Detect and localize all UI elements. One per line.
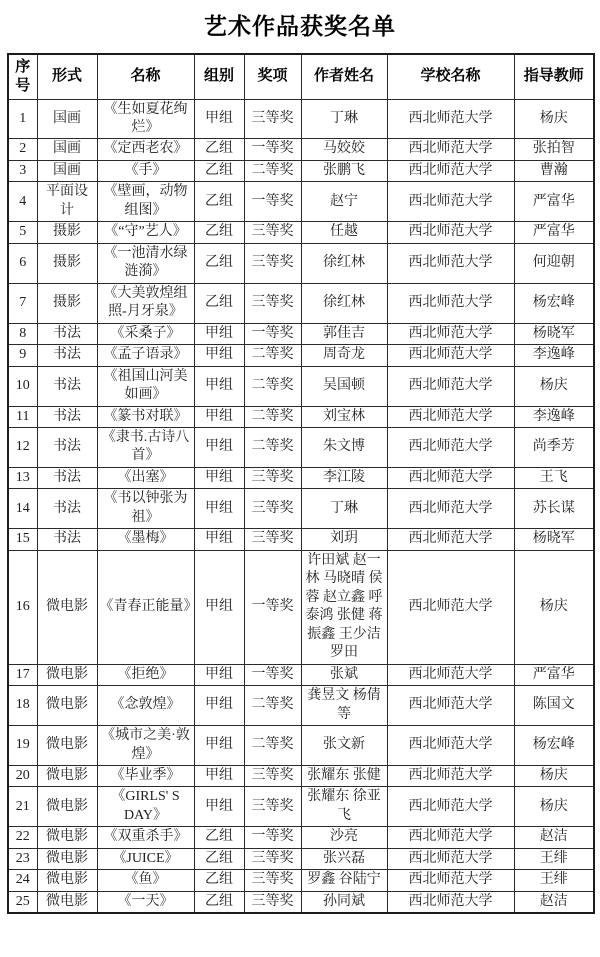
table-cell: 赵洁 [514,827,594,848]
table-cell: 西北师范大学 [387,686,514,726]
table-cell: 微电影 [37,827,97,848]
table-cell: 徐红林 [301,283,387,323]
table-row [8,726,594,766]
table-cell: 微电影 [37,765,97,786]
table-cell: 摄影 [37,222,97,243]
table-cell: 《定西老农》 [97,139,194,160]
table-cell: 尚季芳 [514,428,594,468]
table-cell: 孙同斌 [301,891,387,913]
table-cell: 赵宁 [301,182,387,222]
table-cell: 微电影 [37,848,97,869]
table-cell: 朱文博 [301,428,387,468]
table-cell: 乙组 [194,827,244,848]
table-cell: 24 [8,870,37,891]
table-cell: 甲组 [194,550,244,664]
table-cell: 杨庆 [514,99,594,139]
table-cell: 西北师范大学 [387,345,514,366]
table-cell: 微电影 [37,870,97,891]
table-cell: 《出塞》 [97,467,194,488]
table-cell: 11 [8,406,37,427]
table-cell: 甲组 [194,323,244,344]
table-cell: 《双重杀手》 [97,827,194,848]
table-cell: 曹瀚 [514,160,594,181]
table-cell: 《孟子语录》 [97,345,194,366]
table-cell: 陈国文 [514,686,594,726]
table-cell: 乙组 [194,182,244,222]
table-cell: 杨庆 [514,366,594,406]
table-row [8,489,594,529]
table-cell: 《大美敦煌组照-月牙泉》 [97,283,194,323]
table-cell: 微电影 [37,726,97,766]
table-cell: 书法 [37,529,97,550]
column-header: 作者姓名 [301,54,387,99]
table-row [8,787,594,827]
table-cell: 杨庆 [514,765,594,786]
table-cell: 微电影 [37,664,97,685]
table-cell: 乙组 [194,139,244,160]
table-cell: 乙组 [194,891,244,913]
column-header: 名称 [97,54,194,99]
table-cell: 龚昱文 杨倩等 [301,686,387,726]
table-cell: 三等奖 [244,848,301,869]
table-cell: 刘玥 [301,529,387,550]
table-cell: 西北师范大学 [387,529,514,550]
table-cell: 《城市之美·敦煌》 [97,726,194,766]
table-row [8,664,594,685]
table-cell: 西北师范大学 [387,160,514,181]
table-cell: 17 [8,664,37,685]
column-header: 学校名称 [387,54,514,99]
table-row [8,182,594,222]
table-cell: 甲组 [194,664,244,685]
table-cell: 丁琳 [301,489,387,529]
table-cell: 4 [8,182,37,222]
table-cell: 3 [8,160,37,181]
table-cell: 《隶书.古诗八首》 [97,428,194,468]
table-cell: 甲组 [194,787,244,827]
table-cell: 许田斌 赵一林 马晓晴 侯蓉 赵立鑫 呼泰鸿 张健 蒋振鑫 王少洁 罗田 [301,550,387,664]
table-cell: 《GIRLS' S DAY》 [97,787,194,827]
table-cell: 李逸峰 [514,345,594,366]
table-cell: 严富华 [514,664,594,685]
table-cell: 甲组 [194,345,244,366]
table-cell: 严富华 [514,222,594,243]
table-cell: 西北师范大学 [387,726,514,766]
table-cell: 乙组 [194,222,244,243]
table-cell: 书法 [37,366,97,406]
table-row [8,428,594,468]
table-cell: 西北师范大学 [387,366,514,406]
table-row [8,366,594,406]
table-cell: 丁琳 [301,99,387,139]
table-row [8,345,594,366]
table-cell: 徐红林 [301,243,387,283]
table-cell: 一等奖 [244,664,301,685]
table-cell: 苏长谋 [514,489,594,529]
table-cell: 25 [8,891,37,913]
awards-table [7,53,595,914]
table-cell: 一等奖 [244,139,301,160]
table-cell: 6 [8,243,37,283]
table-cell: 甲组 [194,765,244,786]
table-cell: 三等奖 [244,489,301,529]
table-cell: 郭佳吉 [301,323,387,344]
table-row [8,283,594,323]
table-cell: 张耀东 张健 [301,765,387,786]
column-header: 组别 [194,54,244,99]
table-cell: 甲组 [194,529,244,550]
table-cell: 乙组 [194,243,244,283]
table-cell: 国画 [37,160,97,181]
table-cell: 《书以钟张为祖》 [97,489,194,529]
table-row [8,160,594,181]
table-cell: 摄影 [37,243,97,283]
table-cell: 马姣姣 [301,139,387,160]
table-cell: 《青春正能量》 [97,550,194,664]
table-cell: 22 [8,827,37,848]
table-row [8,686,594,726]
table-row [8,765,594,786]
table-cell: 15 [8,529,37,550]
column-header: 序号 [8,54,37,99]
table-cell: 西北师范大学 [387,406,514,427]
table-cell: 甲组 [194,686,244,726]
table-cell: 一等奖 [244,550,301,664]
table-cell: 甲组 [194,428,244,468]
table-cell: 一等奖 [244,182,301,222]
column-header: 形式 [37,54,97,99]
table-cell: 《JUICE》 [97,848,194,869]
table-cell: 杨晓军 [514,529,594,550]
table-cell: 二等奖 [244,406,301,427]
table-cell: 何迎朝 [514,243,594,283]
table-cell: 西北师范大学 [387,243,514,283]
table-cell: 《采桑子》 [97,323,194,344]
table-cell: 《篆书对联》 [97,406,194,427]
table-cell: 《念敦煌》 [97,686,194,726]
table-cell: 西北师范大学 [387,323,514,344]
table-cell: 国画 [37,139,97,160]
table-cell: 杨宏峰 [514,283,594,323]
table-cell: 西北师范大学 [387,787,514,827]
table-row [8,243,594,283]
table-cell: 乙组 [194,283,244,323]
table-cell: 西北师范大学 [387,489,514,529]
table-row [8,891,594,913]
table-cell: 《鱼》 [97,870,194,891]
table-cell: 乙组 [194,160,244,181]
table-cell: 7 [8,283,37,323]
table-cell: 张斌 [301,664,387,685]
table-cell: 杨庆 [514,787,594,827]
table-cell: 书法 [37,489,97,529]
table-cell: 《祖国山河美如画》 [97,366,194,406]
table-cell: 李江陵 [301,467,387,488]
table-cell: 书法 [37,323,97,344]
table-cell: 二等奖 [244,726,301,766]
table-row [8,323,594,344]
table-cell: 西北师范大学 [387,848,514,869]
table-cell: 三等奖 [244,765,301,786]
table-cell: 13 [8,467,37,488]
column-header: 奖项 [244,54,301,99]
table-cell: 赵洁 [514,891,594,913]
table-cell: 西北师范大学 [387,891,514,913]
table-cell: 《一池清水绿涟漪》 [97,243,194,283]
table-cell: 《“守”艺人》 [97,222,194,243]
table-cell: 国画 [37,99,97,139]
table-cell: 三等奖 [244,467,301,488]
table-cell: 《一天》 [97,891,194,913]
table-cell: 二等奖 [244,686,301,726]
table-cell: 甲组 [194,726,244,766]
table-cell: 吴国顿 [301,366,387,406]
table-cell: 西北师范大学 [387,550,514,664]
table-cell: 周奇龙 [301,345,387,366]
table-cell: 书法 [37,345,97,366]
table-cell: 二等奖 [244,428,301,468]
table-row [8,529,594,550]
table-cell: 19 [8,726,37,766]
table-cell: 杨宏峰 [514,726,594,766]
table-cell: 王绯 [514,848,594,869]
table-row [8,827,594,848]
table-cell: 甲组 [194,366,244,406]
table-cell: 2 [8,139,37,160]
table-cell: 西北师范大学 [387,467,514,488]
table-cell: 西北师范大学 [387,99,514,139]
table-cell: 乙组 [194,848,244,869]
table-cell: 任越 [301,222,387,243]
table-cell: 12 [8,428,37,468]
table-cell: 张兴磊 [301,848,387,869]
table-cell: 16 [8,550,37,664]
table-cell: 刘宝林 [301,406,387,427]
table-cell: 18 [8,686,37,726]
table-cell: 西北师范大学 [387,182,514,222]
awards-table-body [8,99,594,913]
table-cell: 5 [8,222,37,243]
table-cell: 8 [8,323,37,344]
table-cell: 《毕业季》 [97,765,194,786]
table-cell: 沙亮 [301,827,387,848]
table-cell: 三等奖 [244,891,301,913]
table-cell: 西北师范大学 [387,827,514,848]
table-cell: 书法 [37,428,97,468]
table-cell: 甲组 [194,467,244,488]
table-cell: 一等奖 [244,827,301,848]
table-cell: 二等奖 [244,366,301,406]
table-cell: 23 [8,848,37,869]
table-cell: 微电影 [37,550,97,664]
table-cell: 西北师范大学 [387,765,514,786]
table-cell: 张文新 [301,726,387,766]
table-row [8,139,594,160]
table-row [8,870,594,891]
table-cell: 西北师范大学 [387,870,514,891]
table-cell: 14 [8,489,37,529]
table-cell: 三等奖 [244,870,301,891]
table-cell: 《生如夏花绚烂》 [97,99,194,139]
table-cell: 三等奖 [244,283,301,323]
header-row [8,54,594,99]
table-cell: 摄影 [37,283,97,323]
table-row [8,550,594,664]
table-cell: 20 [8,765,37,786]
table-cell: 杨晓军 [514,323,594,344]
table-cell: 三等奖 [244,222,301,243]
table-cell: 微电影 [37,891,97,913]
table-cell: 西北师范大学 [387,428,514,468]
table-cell: 《墨梅》 [97,529,194,550]
table-cell: 《壁画，动物组图》 [97,182,194,222]
table-cell: 乙组 [194,870,244,891]
table-cell: 甲组 [194,489,244,529]
table-cell: 杨庆 [514,550,594,664]
table-cell: 10 [8,366,37,406]
table-cell: 二等奖 [244,345,301,366]
table-cell: 张耀东 徐亚飞 [301,787,387,827]
table-cell: 李逸峰 [514,406,594,427]
table-cell: 微电影 [37,686,97,726]
table-cell: 微电影 [37,787,97,827]
table-row [8,848,594,869]
table-row [8,222,594,243]
table-cell: 三等奖 [244,99,301,139]
table-cell: 西北师范大学 [387,139,514,160]
table-cell: 1 [8,99,37,139]
table-cell: 西北师范大学 [387,222,514,243]
page-title: 艺术作品获奖名单 [204,13,396,39]
table-cell: 王飞 [514,467,594,488]
table-cell: 一等奖 [244,323,301,344]
column-header: 指导教师 [514,54,594,99]
table-cell: 书法 [37,467,97,488]
table-cell: 三等奖 [244,529,301,550]
table-cell: 三等奖 [244,787,301,827]
table-cell: 张鹏飞 [301,160,387,181]
table-cell: 《手》 [97,160,194,181]
table-cell: 书法 [37,406,97,427]
table-row [8,406,594,427]
table-cell: 王绯 [514,870,594,891]
table-cell: 西北师范大学 [387,664,514,685]
table-cell: 严富华 [514,182,594,222]
table-cell: 21 [8,787,37,827]
table-cell: 二等奖 [244,160,301,181]
table-row [8,467,594,488]
table-cell: 西北师范大学 [387,283,514,323]
table-cell: 平面设计 [37,182,97,222]
table-cell: 《拒绝》 [97,664,194,685]
table-cell: 三等奖 [244,243,301,283]
table-cell: 9 [8,345,37,366]
table-cell: 甲组 [194,406,244,427]
table-cell: 罗鑫 谷陆宁 [301,870,387,891]
table-cell: 张拍智 [514,139,594,160]
table-row [8,99,594,139]
table-cell: 甲组 [194,99,244,139]
